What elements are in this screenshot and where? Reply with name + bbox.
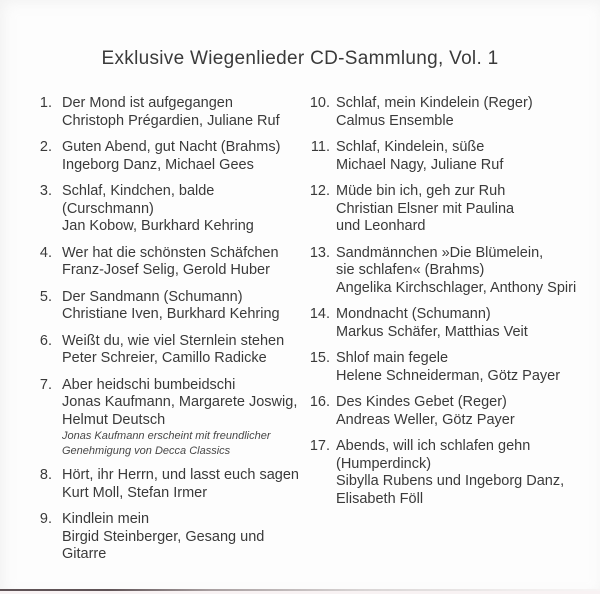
track-performer-line: Peter Schreier, Camillo Radicke — [62, 350, 267, 366]
track-performer-line: Christian Elsner mit Paulina — [336, 200, 515, 217]
track-item — [38, 183, 306, 236]
track-title-line: Schlaf, Kindchen, balde (Curschmann) — [62, 183, 215, 217]
track-performer-line: Markus Schäfer, Matthias Veit — [336, 323, 528, 340]
track-title-line: Des Kindes Gebet (Reger) — [336, 394, 507, 410]
track-lines — [336, 95, 586, 130]
track-lines — [62, 139, 306, 174]
track-item — [38, 377, 306, 459]
track-performer-line: Jan Kobow, Burkhard Kehring — [62, 218, 254, 234]
track-number: 6. — [39, 332, 52, 349]
track-performer-line: Ingeborg Danz, Michael Gees — [62, 156, 254, 173]
track-item — [38, 333, 306, 368]
track-performer-line: Angelika Kirchschlager, Anthony Spiri — [336, 279, 577, 296]
track-lines — [62, 183, 306, 236]
track-lines — [336, 306, 586, 341]
track-item — [38, 139, 306, 174]
page-title: Exklusive Wiegenlieder CD-Sammlung, Vol. 1 — [101, 48, 499, 69]
track-title-line: sie schlafen« (Brahms) — [336, 262, 485, 278]
track-item — [308, 139, 586, 174]
track-performer-line: Andreas Weller, Götz Payer — [336, 411, 515, 428]
track-column-right — [306, 95, 586, 573]
track-lines — [336, 394, 586, 429]
track-item — [38, 289, 306, 324]
track-title-line: Guten Abend, gut Nacht (Brahms) — [62, 139, 281, 155]
track-lines — [336, 350, 586, 385]
track-number: 14. — [309, 306, 330, 322]
track-item — [308, 183, 586, 236]
track-number: 11. — [310, 139, 330, 155]
track-item — [308, 306, 586, 341]
track-item — [308, 245, 586, 298]
track-title-line: Shlof main fegele — [336, 350, 449, 366]
track-item — [38, 95, 306, 130]
track-item — [38, 467, 306, 502]
track-number: 5. — [39, 288, 52, 305]
track-title-line: Müde bin ich, geh zur Ruh — [336, 183, 506, 199]
track-item — [308, 394, 586, 429]
track-title-line: Weißt du, wie viel Sternlein stehen — [62, 332, 285, 349]
track-lines — [336, 183, 586, 236]
track-number: 7. — [39, 376, 52, 393]
track-number: 4. — [39, 244, 52, 261]
track-lines — [336, 438, 586, 508]
track-title-line: Kindlein mein — [62, 511, 150, 527]
track-item — [308, 438, 586, 508]
track-title-line: Abends, will ich schlafen gehn — [336, 438, 531, 454]
track-lines — [336, 139, 586, 174]
track-lines — [62, 467, 306, 502]
track-columns — [0, 70, 600, 573]
track-performer-line: Calmus Ensemble — [336, 112, 454, 129]
track-lines — [336, 245, 586, 298]
track-number: 9. — [39, 511, 52, 527]
scan-edge-artifact — [0, 588, 600, 594]
track-title-line: Schlaf, mein Kindelein (Reger) — [336, 95, 533, 111]
track-number: 2. — [39, 139, 52, 155]
track-performer-line: Kurt Moll, Stefan Irmer — [62, 484, 208, 501]
track-title-line: Schlaf, Kindelein, süße — [336, 139, 485, 155]
track-item — [308, 95, 586, 130]
track-note-line: Genehmigung von Decca Classics — [62, 444, 231, 457]
track-title-line: (Humperdinck) — [336, 455, 432, 472]
track-lines — [62, 289, 306, 324]
track-performer-line: Jonas Kaufmann, Margarete Joswig, — [62, 394, 298, 410]
track-performer-line: Birgid Steinberger, Gesang und Gitarre — [62, 528, 265, 562]
track-performer-line: und Leonhard — [336, 218, 426, 234]
track-column-left — [38, 95, 306, 573]
track-number: 13. — [309, 244, 330, 261]
track-title-line: Wer hat die schönsten Schäfchen — [62, 244, 279, 261]
track-title-line: Der Sandmann (Schumann) — [62, 288, 243, 305]
track-performer-line: Helene Schneiderman, Götz Payer — [336, 367, 561, 384]
track-lines — [62, 245, 306, 280]
track-number: 10. — [309, 95, 330, 111]
track-item — [38, 511, 306, 564]
track-title-line: Aber heidschi bumbeidschi — [62, 376, 236, 393]
track-performer-line: Elisabeth Föll — [336, 490, 424, 507]
track-title-line: Sandmännchen »Die Blümelein, — [336, 244, 544, 261]
track-performer-line: Michael Nagy, Juliane Ruf — [336, 156, 504, 173]
track-performer-line: Christiane Iven, Burkhard Kehring — [62, 306, 280, 322]
track-note-line: Jonas Kaufmann erscheint mit freundlicher — [62, 430, 271, 442]
track-lines — [62, 377, 306, 459]
track-number: 12. — [309, 183, 330, 199]
track-performer-line: Sibylla Rubens und Ingeborg Danz, — [336, 473, 565, 489]
track-lines — [62, 95, 306, 130]
track-performer-line: Helmut Deutsch — [62, 411, 166, 428]
track-item — [308, 350, 586, 385]
track-lines — [62, 333, 306, 368]
track-item — [38, 245, 306, 280]
track-title-line: Hört, ihr Herrn, und lasst euch sagen — [62, 467, 299, 483]
track-title-line: Mondnacht (Schumann) — [336, 306, 491, 322]
track-number: 17. — [309, 438, 330, 454]
track-lines — [62, 511, 306, 564]
track-title-line: Der Mond ist aufgegangen — [62, 95, 233, 111]
track-number: 8. — [39, 467, 52, 483]
track-performer-line: Christoph Prégardien, Juliane Ruf — [62, 112, 280, 129]
scan-edge-line — [0, 589, 600, 591]
track-number: 16. — [309, 394, 330, 410]
track-performer-line: Franz-Josef Selig, Gerold Huber — [62, 262, 270, 278]
track-number: 3. — [39, 183, 52, 199]
track-number: 1. — [39, 95, 52, 111]
track-number: 15. — [309, 350, 330, 366]
